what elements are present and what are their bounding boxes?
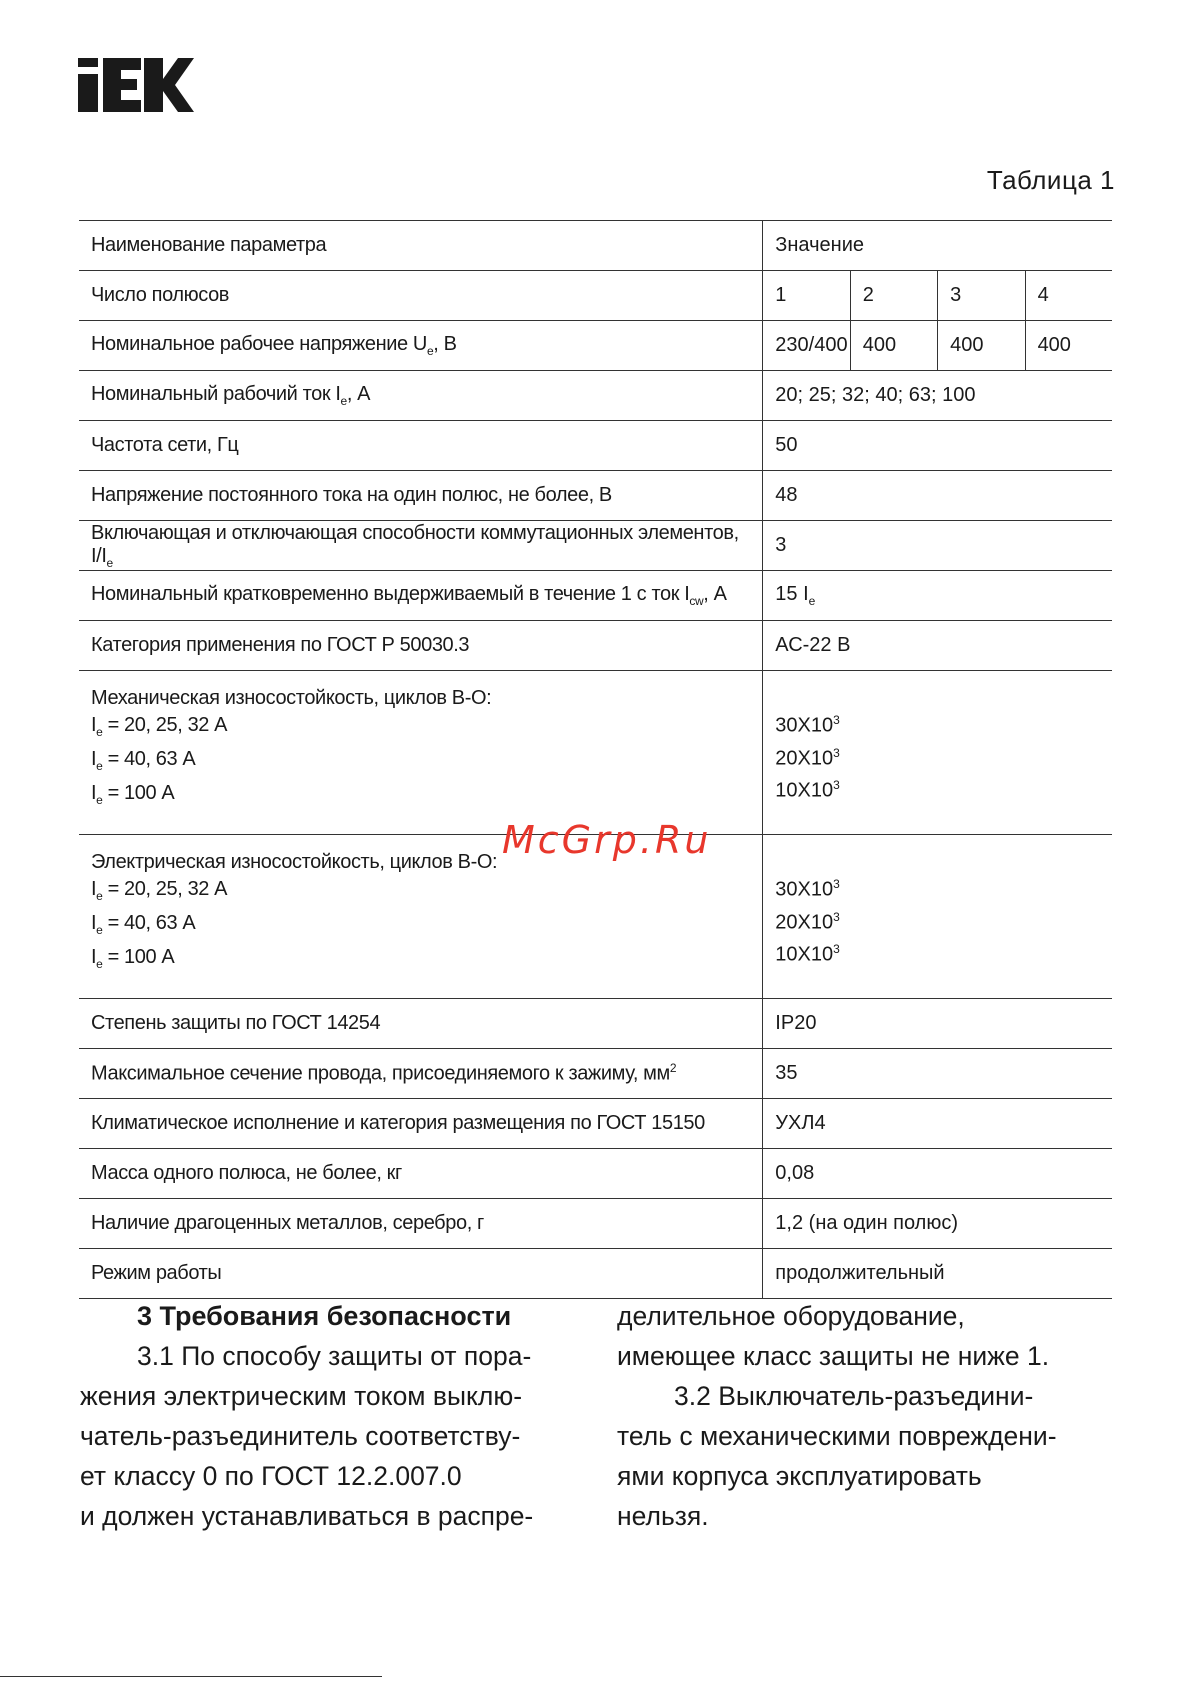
paragraph-line: 3.2 Выключатель-разъедини-	[674, 1381, 1034, 1411]
section-right-column	[617, 1296, 1112, 1536]
table-row	[79, 521, 1112, 571]
section-title: 3 Требования безопасности	[137, 1301, 512, 1331]
short-time-name: Номинальный кратковременно выдерживаемый в течение 1 с ток $I_{cw}$, А	[79, 571, 763, 621]
footer-rule	[0, 1676, 382, 1677]
mass-value: 0,08	[763, 1149, 1112, 1199]
section-left-column	[80, 1296, 575, 1536]
paragraph-line: жения электрическим током выклю-	[80, 1381, 523, 1411]
category-value: АС-22 В	[763, 621, 1112, 671]
wire-value: 35	[763, 1049, 1112, 1099]
switching-name: Включающая и отключающая способности коммутационных элементов, $I/I_e$	[79, 521, 763, 571]
metals-value: 1,2 (на один полюс)	[763, 1199, 1112, 1249]
table-row	[79, 271, 1112, 321]
climate-value: УХЛ4	[763, 1099, 1112, 1149]
header-value-cell: Значение	[763, 221, 1112, 271]
climate-name: Климатическое исполнение и категория размещения по ГОСТ 15150	[79, 1099, 763, 1149]
table-row	[79, 371, 1112, 421]
protection-name: Степень защиты по ГОСТ 14254	[79, 999, 763, 1049]
paragraph-line: имеющее класс защиты не ниже 1.	[617, 1341, 1050, 1371]
paragraph-line: 3.1 По способу защиты от пора-	[137, 1341, 532, 1371]
wire-name: Максимальное сечение провода, присоединяемого к зажиму, $мм^2$	[79, 1049, 763, 1099]
current-value: 20; 25; 32; 40; 63; 100	[763, 371, 1112, 421]
table-row	[79, 621, 1112, 671]
table-row	[79, 571, 1112, 621]
table-row	[79, 1149, 1112, 1199]
mech-endurance-name: Механическая износостойкость, циклов В-О: $I_e = 20$, 25, 32 А $I_e = 40$, 63 А $I_e = 100$ А	[79, 671, 763, 835]
voltage-value-3: 400	[938, 321, 1025, 371]
poles-value-2: 2	[850, 271, 937, 321]
paragraph-line: ет классу 0 по ГОСТ 12.2.007.0	[80, 1461, 462, 1491]
elec-endurance-name: Электрическая износостойкость, циклов В-О: $I_e = 20$, 25, 32 А $I_e = 40$, 63 А $I_e = 100$ А	[79, 835, 763, 999]
table-row	[79, 321, 1112, 371]
voltage-value-2: 400	[850, 321, 937, 371]
switching-value: 3	[763, 521, 1112, 571]
dc-voltage-name: Напряжение постоянного тока на один полюс, не более, В	[79, 471, 763, 521]
paragraph-line: ями корпуса эксплуатировать	[617, 1461, 982, 1491]
protection-value: IP20	[763, 999, 1112, 1049]
table-row	[79, 1249, 1112, 1299]
voltage-name: Номинальное рабочее напряжение $U_e$, В	[79, 321, 763, 371]
mode-value: продолжительный	[763, 1249, 1112, 1299]
table-row	[79, 421, 1112, 471]
paragraph-line: и должен устанавливаться в распре-	[80, 1501, 534, 1531]
voltage-value-4: 400	[1025, 321, 1112, 371]
iek-logo	[78, 58, 194, 112]
poles-value-1: 1	[763, 271, 850, 321]
table-row	[79, 1199, 1112, 1249]
header-name-cell: Наименование параметра	[79, 221, 763, 271]
watermark: McGrp.Ru	[502, 818, 712, 862]
mode-name: Режим работы	[79, 1249, 763, 1299]
poles-value-4: 4	[1025, 271, 1112, 321]
table-row	[79, 999, 1112, 1049]
mech-endurance-value: $30Х10^3$ $20Х10^3$ $10Х10^3$	[763, 671, 1112, 835]
table-caption: Таблица 1	[986, 165, 1115, 195]
paragraph-line: тель с механическими повреждени-	[617, 1421, 1057, 1451]
poles-value-3: 3	[938, 271, 1025, 321]
dc-voltage-value: 48	[763, 471, 1112, 521]
elec-endurance-value: $30Х10^3$ $20Х10^3$ $10Х10^3$	[763, 835, 1112, 999]
table-row	[79, 471, 1112, 521]
table-row	[79, 221, 1112, 271]
voltage-value-1: 230/400	[763, 321, 850, 371]
paragraph-line: чатель-разъединитель соответству-	[80, 1421, 521, 1451]
paragraph-line: делительное оборудование,	[617, 1301, 965, 1331]
table-row	[79, 1049, 1112, 1099]
paragraph-line: нельзя.	[617, 1501, 709, 1531]
table-row	[79, 1099, 1112, 1149]
specifications-table	[79, 220, 1112, 1299]
poles-name: Число полюсов	[79, 271, 763, 321]
category-name: Категория применения по ГОСТ Р 50030.3	[79, 621, 763, 671]
mass-name: Масса одного полюса, не более, кг	[79, 1149, 763, 1199]
table-row	[79, 671, 1112, 835]
frequency-name: Частота сети, Гц	[79, 421, 763, 471]
frequency-value: 50	[763, 421, 1112, 471]
current-name: Номинальный рабочий ток $I_e$, А	[79, 371, 763, 421]
short-time-value: 15 $I_e$	[763, 571, 1112, 621]
metals-name: Наличие драгоценных металлов, серебро, г	[79, 1199, 763, 1249]
